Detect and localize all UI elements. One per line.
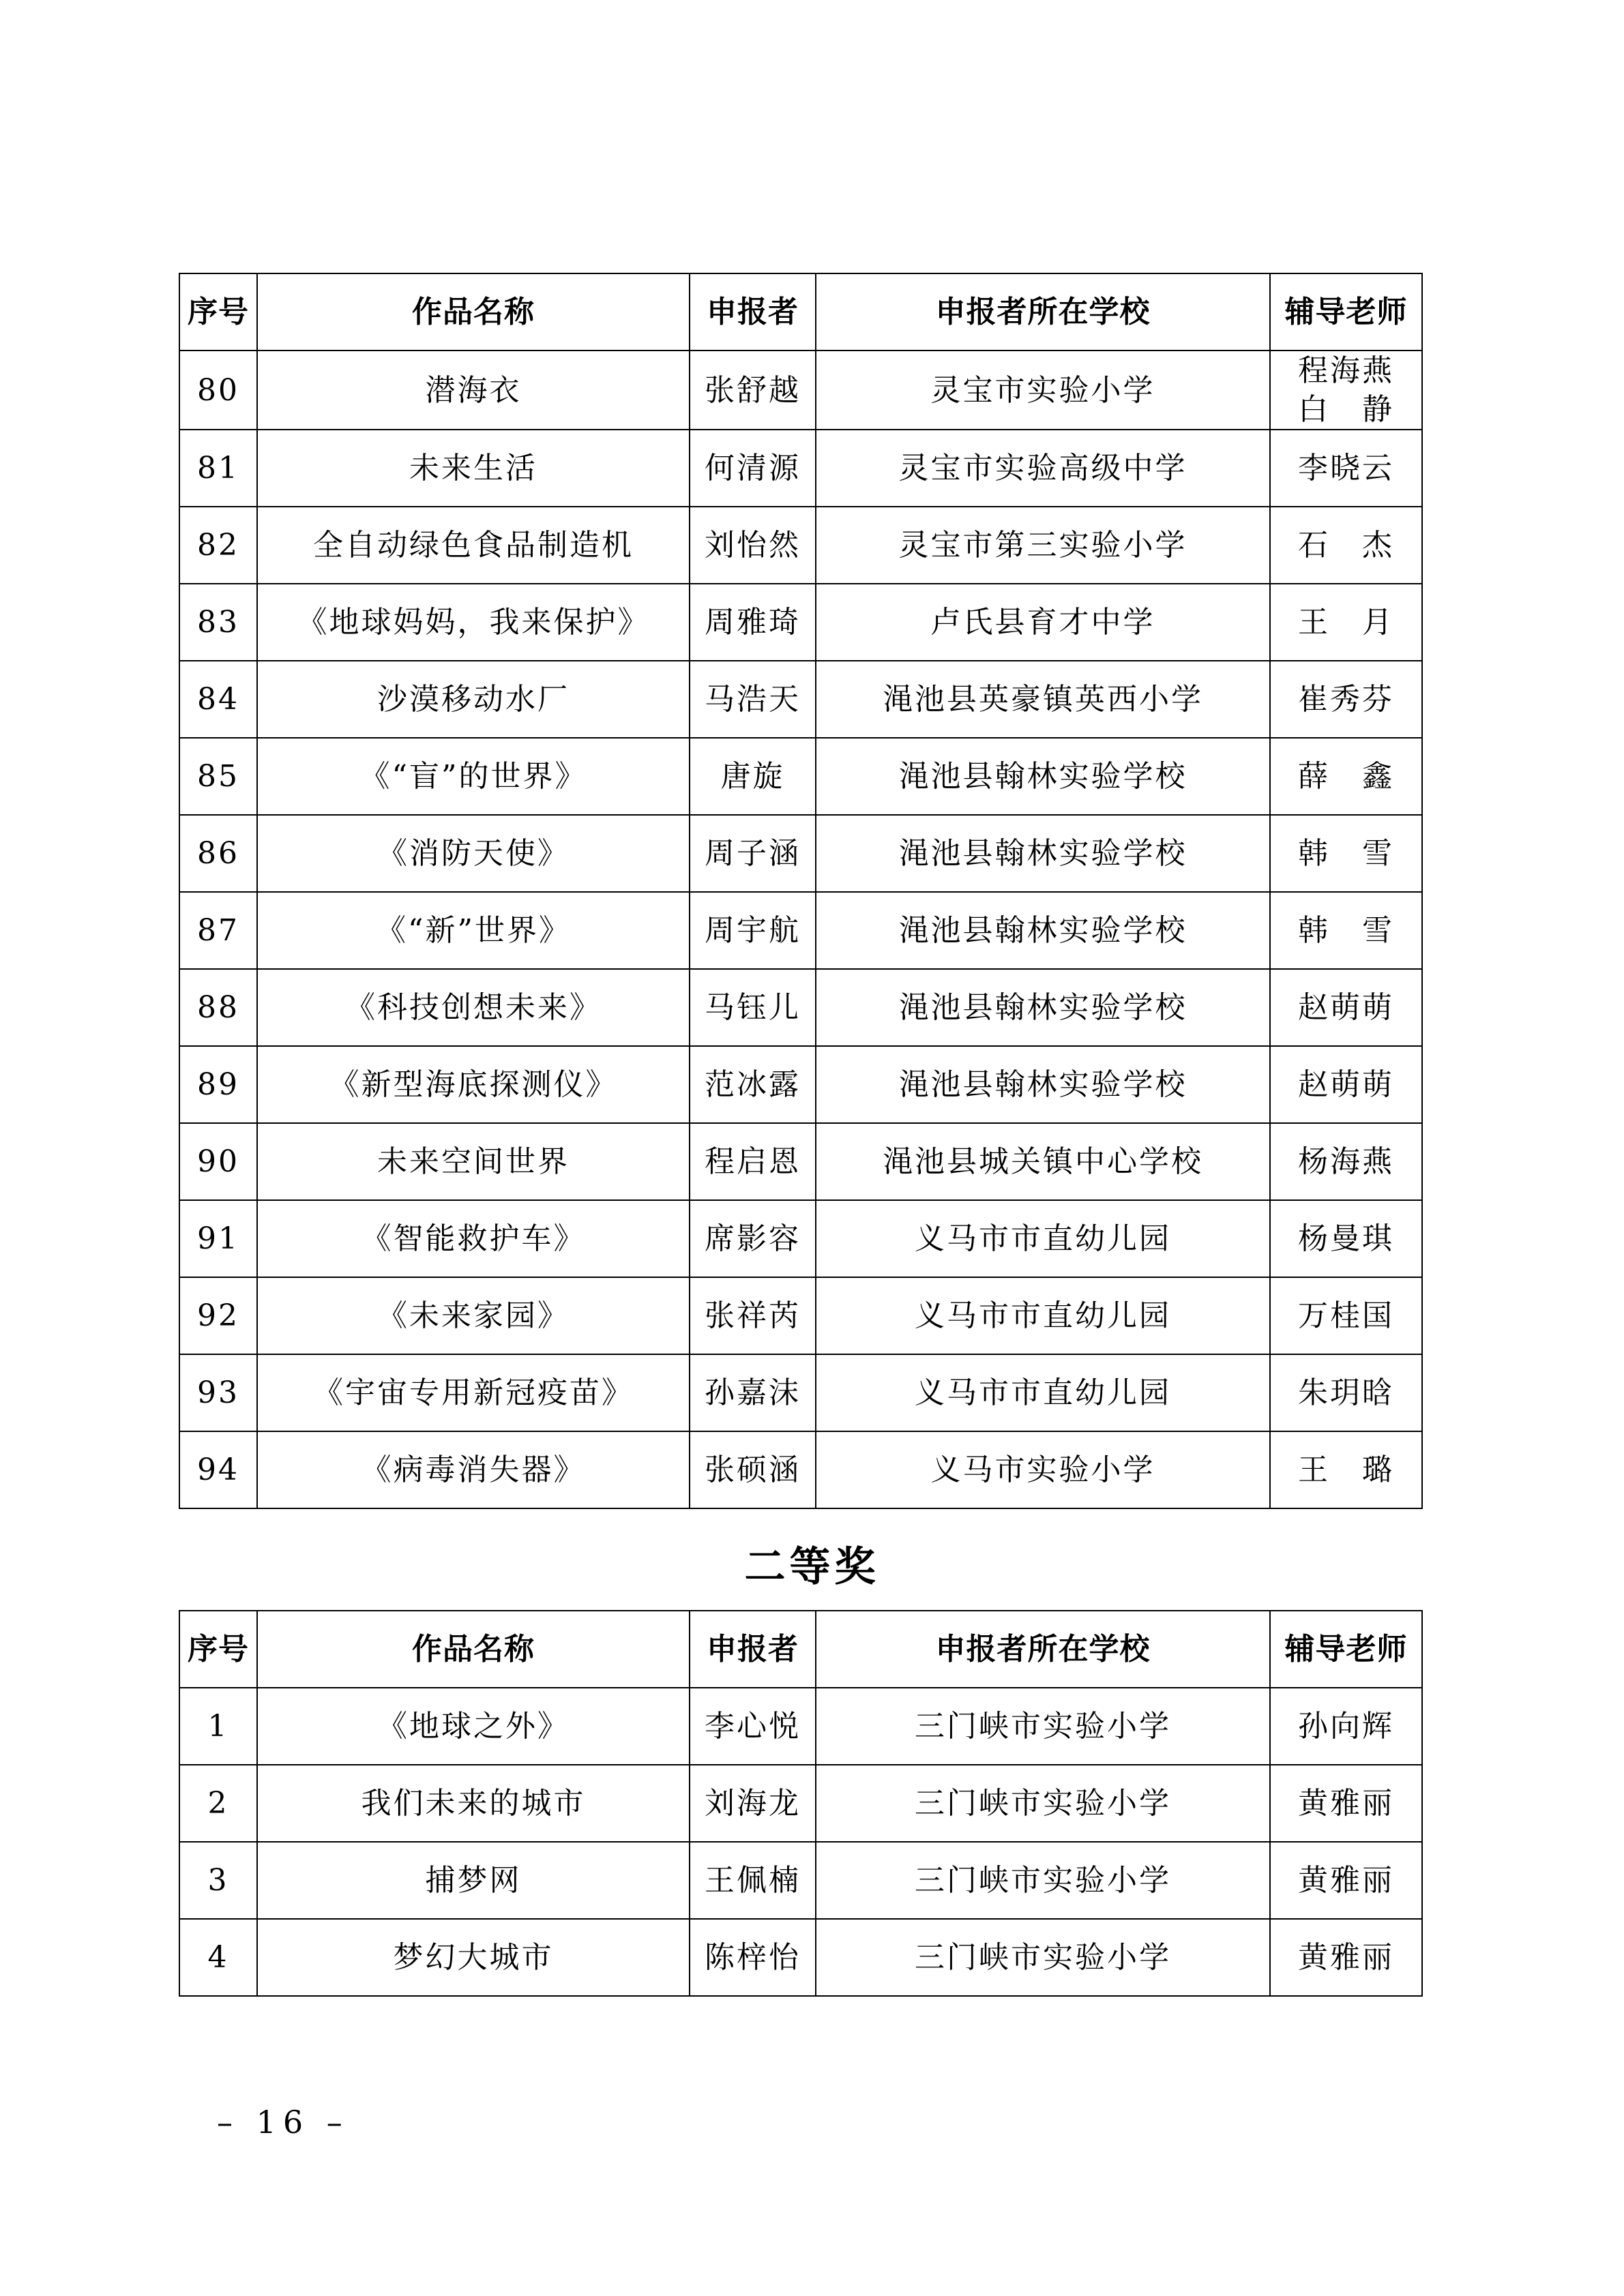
table-row <box>179 1046 1422 1123</box>
cell-applicant: 程启恩 <box>690 1123 816 1200</box>
cell-school: 渑池县翰林实验学校 <box>816 815 1270 892</box>
cell-title: 捕梦网 <box>257 1842 690 1919</box>
cell-no: 4 <box>179 1919 257 1996</box>
cell-school: 义马市市直幼儿园 <box>816 1277 1270 1354</box>
cell-applicant: 刘海龙 <box>690 1765 816 1842</box>
cell-applicant: 李心悦 <box>690 1688 816 1765</box>
cell-teacher <box>1270 1200 1422 1277</box>
cell-school: 义马市市直幼儿园 <box>816 1354 1270 1431</box>
teacher-name: 韩 雪 <box>1298 913 1394 948</box>
cell-applicant: 陈梓怡 <box>690 1919 816 1996</box>
teacher-name: 白 静 <box>1298 392 1394 427</box>
cell-no: 94 <box>179 1431 257 1508</box>
cell-no: 1 <box>179 1688 257 1765</box>
cell-applicant: 唐旋 <box>690 738 816 815</box>
cell-no: 84 <box>179 661 257 738</box>
cell-applicant: 刘怡然 <box>690 507 816 584</box>
teacher-name: 韩 雪 <box>1298 836 1394 871</box>
cell-no: 90 <box>179 1123 257 1200</box>
cell-applicant: 何清源 <box>690 430 816 507</box>
header-no: 序号 <box>179 273 257 351</box>
table-row <box>179 815 1422 892</box>
section-title-second-prize: 二等奖 <box>744 1543 880 1591</box>
cell-teacher <box>1270 815 1422 892</box>
teacher-name: 赵萌萌 <box>1298 990 1394 1025</box>
table-row <box>179 1919 1422 1996</box>
header-school: 申报者所在学校 <box>816 273 1270 351</box>
cell-teacher <box>1270 1765 1422 1842</box>
cell-no: 87 <box>179 892 257 969</box>
cell-school: 三门峡市实验小学 <box>816 1842 1270 1919</box>
cell-school: 渑池县英豪镇英西小学 <box>816 661 1270 738</box>
cell-teacher <box>1270 892 1422 969</box>
cell-title: 《新型海底探测仪》 <box>257 1046 690 1123</box>
cell-title: 《宇宙专用新冠疫苗》 <box>257 1354 690 1431</box>
cell-no: 91 <box>179 1200 257 1277</box>
cell-no: 83 <box>179 584 257 661</box>
cell-title: 《地球之外》 <box>257 1688 690 1765</box>
cell-school: 三门峡市实验小学 <box>816 1688 1270 1765</box>
cell-no: 2 <box>179 1765 257 1842</box>
table-row <box>179 1277 1422 1354</box>
table-row <box>179 661 1422 738</box>
cell-title: 沙漠移动水厂 <box>257 661 690 738</box>
cell-title: 全自动绿色食品制造机 <box>257 507 690 584</box>
table-row <box>179 507 1422 584</box>
cell-applicant: 孙嘉沫 <box>690 1354 816 1431</box>
cell-school: 三门峡市实验小学 <box>816 1765 1270 1842</box>
cell-school: 卢氏县育才中学 <box>816 584 1270 661</box>
cell-title: 《“新”世界》 <box>257 892 690 969</box>
cell-applicant: 张舒越 <box>690 351 816 430</box>
cell-title: 《病毒消失器》 <box>257 1431 690 1508</box>
header-title: 作品名称 <box>257 1611 690 1688</box>
table-row <box>179 1354 1422 1431</box>
cell-school: 灵宝市实验高级中学 <box>816 430 1270 507</box>
cell-teacher <box>1270 1046 1422 1123</box>
cell-school: 灵宝市第三实验小学 <box>816 507 1270 584</box>
table-row <box>179 1200 1422 1277</box>
cell-applicant: 席影容 <box>690 1200 816 1277</box>
cell-applicant: 周雅琦 <box>690 584 816 661</box>
cell-title: 梦幻大城市 <box>257 1919 690 1996</box>
cell-school: 渑池县翰林实验学校 <box>816 892 1270 969</box>
table-row <box>179 969 1422 1046</box>
teacher-name: 朱玥晗 <box>1298 1375 1394 1410</box>
cell-no: 82 <box>179 507 257 584</box>
teacher-name: 杨曼琪 <box>1298 1221 1394 1256</box>
teacher-name: 薛 鑫 <box>1298 759 1394 794</box>
cell-school: 灵宝市实验小学 <box>816 351 1270 430</box>
cell-teacher <box>1270 969 1422 1046</box>
cell-title: 《消防天使》 <box>257 815 690 892</box>
table-row <box>179 351 1422 430</box>
cell-title: 《地球妈妈，我来保护》 <box>257 584 690 661</box>
cell-teacher <box>1270 1123 1422 1200</box>
teacher-name: 赵萌萌 <box>1298 1067 1394 1102</box>
cell-school: 渑池县翰林实验学校 <box>816 1046 1270 1123</box>
teacher-name: 石 杰 <box>1298 528 1394 563</box>
cell-school: 义马市市直幼儿园 <box>816 1200 1270 1277</box>
cell-teacher <box>1270 1919 1422 1996</box>
cell-teacher <box>1270 1431 1422 1508</box>
cell-no: 92 <box>179 1277 257 1354</box>
cell-applicant: 范冰露 <box>690 1046 816 1123</box>
table-row <box>179 892 1422 969</box>
table-row <box>179 738 1422 815</box>
table-row <box>179 584 1422 661</box>
header-school: 申报者所在学校 <box>816 1611 1270 1688</box>
table-row <box>179 1431 1422 1508</box>
cell-title: 未来空间世界 <box>257 1123 690 1200</box>
teacher-name: 崔秀芬 <box>1298 682 1394 717</box>
cell-applicant: 马浩天 <box>690 661 816 738</box>
cell-title: 我们未来的城市 <box>257 1765 690 1842</box>
award-table-2 <box>179 1610 1423 1997</box>
table-row <box>179 1842 1422 1919</box>
teacher-name: 杨海燕 <box>1298 1144 1394 1179</box>
teacher-name: 万桂国 <box>1298 1298 1394 1333</box>
cell-title: 潜海衣 <box>257 351 690 430</box>
cell-teacher <box>1270 430 1422 507</box>
teacher-name: 王 月 <box>1298 605 1394 640</box>
cell-title: 《科技创想未来》 <box>257 969 690 1046</box>
cell-school: 渑池县翰林实验学校 <box>816 969 1270 1046</box>
cell-no: 3 <box>179 1842 257 1919</box>
cell-no: 81 <box>179 430 257 507</box>
cell-no: 80 <box>179 351 257 430</box>
table-row <box>179 1123 1422 1200</box>
cell-title: 《智能救护车》 <box>257 1200 690 1277</box>
award-table-1 <box>179 273 1423 1509</box>
teacher-name: 王 璐 <box>1298 1452 1394 1487</box>
cell-title: 《未来家园》 <box>257 1277 690 1354</box>
cell-applicant: 周宇航 <box>690 892 816 969</box>
cell-title: 未来生活 <box>257 430 690 507</box>
header-applicant: 申报者 <box>690 1611 816 1688</box>
cell-teacher <box>1270 1354 1422 1431</box>
table-header-row <box>179 273 1422 351</box>
cell-teacher <box>1270 351 1422 430</box>
cell-applicant: 周子涵 <box>690 815 816 892</box>
teacher-name: 程海燕 <box>1298 353 1394 388</box>
header-no: 序号 <box>179 1611 257 1688</box>
header-title: 作品名称 <box>257 273 690 351</box>
cell-title: 《“盲”的世界》 <box>257 738 690 815</box>
header-applicant: 申报者 <box>690 273 816 351</box>
cell-teacher <box>1270 1688 1422 1765</box>
header-teacher: 辅导老师 <box>1270 273 1422 351</box>
cell-no: 86 <box>179 815 257 892</box>
cell-teacher <box>1270 1277 1422 1354</box>
table-header-row <box>179 1611 1422 1688</box>
table-row <box>179 430 1422 507</box>
teacher-name: 黄雅丽 <box>1298 1786 1394 1821</box>
table-row <box>179 1688 1422 1765</box>
cell-no: 85 <box>179 738 257 815</box>
cell-applicant: 王佩楠 <box>690 1842 816 1919</box>
cell-no: 93 <box>179 1354 257 1431</box>
cell-teacher <box>1270 738 1422 815</box>
cell-school: 渑池县翰林实验学校 <box>816 738 1270 815</box>
cell-teacher <box>1270 584 1422 661</box>
cell-school: 渑池县城关镇中心学校 <box>816 1123 1270 1200</box>
cell-applicant: 张祥芮 <box>690 1277 816 1354</box>
table-row <box>179 1765 1422 1842</box>
cell-teacher <box>1270 507 1422 584</box>
page-number: – 16 – <box>217 2104 349 2141</box>
cell-school: 义马市实验小学 <box>816 1431 1270 1508</box>
header-teacher: 辅导老师 <box>1270 1611 1422 1688</box>
teacher-name: 孙向辉 <box>1298 1709 1394 1744</box>
teacher-name: 李晓云 <box>1298 451 1394 486</box>
cell-no: 89 <box>179 1046 257 1123</box>
cell-teacher <box>1270 1842 1422 1919</box>
cell-no: 88 <box>179 969 257 1046</box>
cell-applicant: 马钰儿 <box>690 969 816 1046</box>
teacher-name: 黄雅丽 <box>1298 1940 1394 1975</box>
teacher-name: 黄雅丽 <box>1298 1863 1394 1898</box>
cell-teacher <box>1270 661 1422 738</box>
cell-applicant: 张硕涵 <box>690 1431 816 1508</box>
cell-school: 三门峡市实验小学 <box>816 1919 1270 1996</box>
